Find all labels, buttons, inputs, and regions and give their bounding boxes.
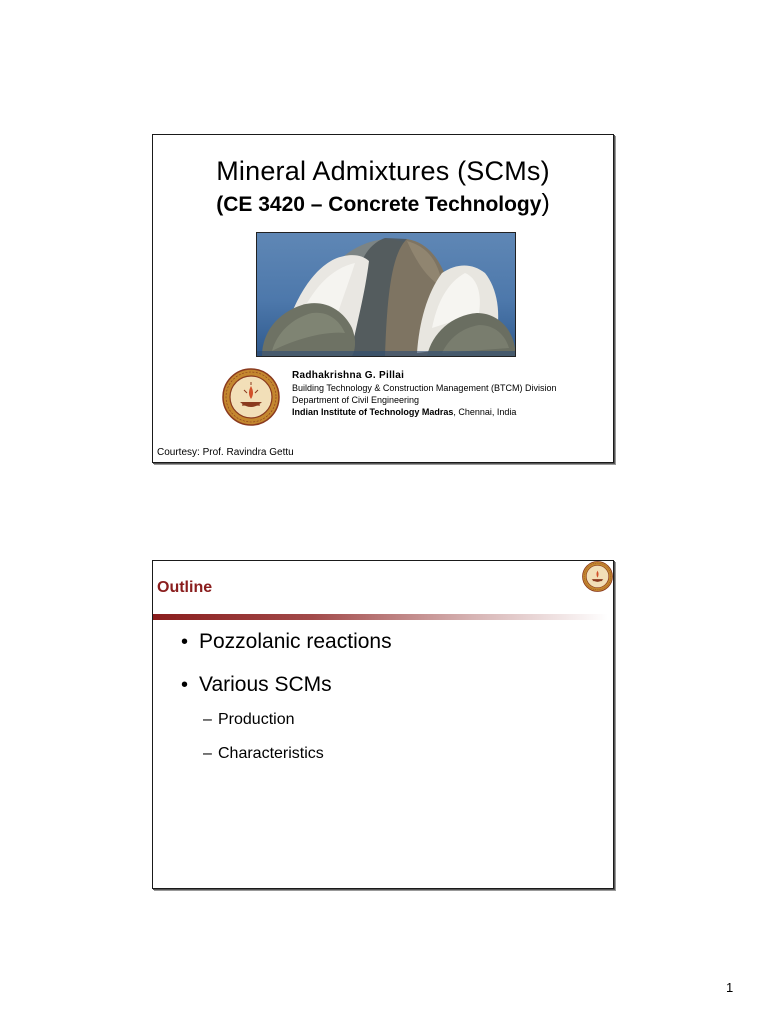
author-name: Radhakrishna G. Pillai	[292, 370, 405, 381]
author-institute: Indian Institute of Technology Madras	[292, 407, 454, 417]
subtitle-text: (CE 3420 – Concrete Technology	[216, 193, 542, 216]
slide-subtitle	[153, 190, 613, 218]
page-number: 1	[726, 980, 734, 995]
outline-heading: Outline	[157, 579, 213, 596]
author-info	[292, 369, 612, 418]
sub-bullet-text: Characteristics	[218, 745, 324, 762]
author-division: Building Technology & Construction Management (BTCM) Division	[292, 383, 557, 393]
bullet-text: Various SCMs	[199, 673, 332, 696]
subtitle-close-paren: )	[541, 189, 550, 217]
bullet-dot: •	[181, 631, 189, 653]
sub-bullet-item	[203, 710, 392, 730]
outline-slide	[152, 560, 614, 889]
sub-bullet-item	[203, 744, 392, 764]
heading-divider	[153, 614, 608, 620]
bullet-item	[181, 672, 392, 698]
iit-madras-seal-small-icon	[582, 561, 613, 592]
iit-madras-seal-icon	[222, 368, 280, 426]
admixture-powders-photo	[256, 232, 516, 357]
title-slide	[152, 134, 614, 463]
bullet-item	[181, 629, 392, 655]
slide-title: Mineral Admixtures (SCMs)	[216, 156, 550, 186]
author-location: , Chennai, India	[453, 407, 517, 417]
sub-bullet-dash: –	[203, 711, 212, 728]
sub-bullet-text: Production	[218, 711, 295, 728]
powder-piles-illustration	[257, 233, 515, 356]
bullet-dot: •	[181, 674, 189, 696]
bullet-text: Pozzolanic reactions	[199, 630, 392, 653]
author-institute-line	[292, 406, 612, 418]
sub-bullet-dash: –	[203, 745, 212, 762]
author-department: Department of Civil Engineering	[292, 395, 420, 405]
outline-bullet-list	[181, 629, 392, 778]
courtesy-note: Courtesy: Prof. Ravindra Gettu	[157, 447, 294, 458]
